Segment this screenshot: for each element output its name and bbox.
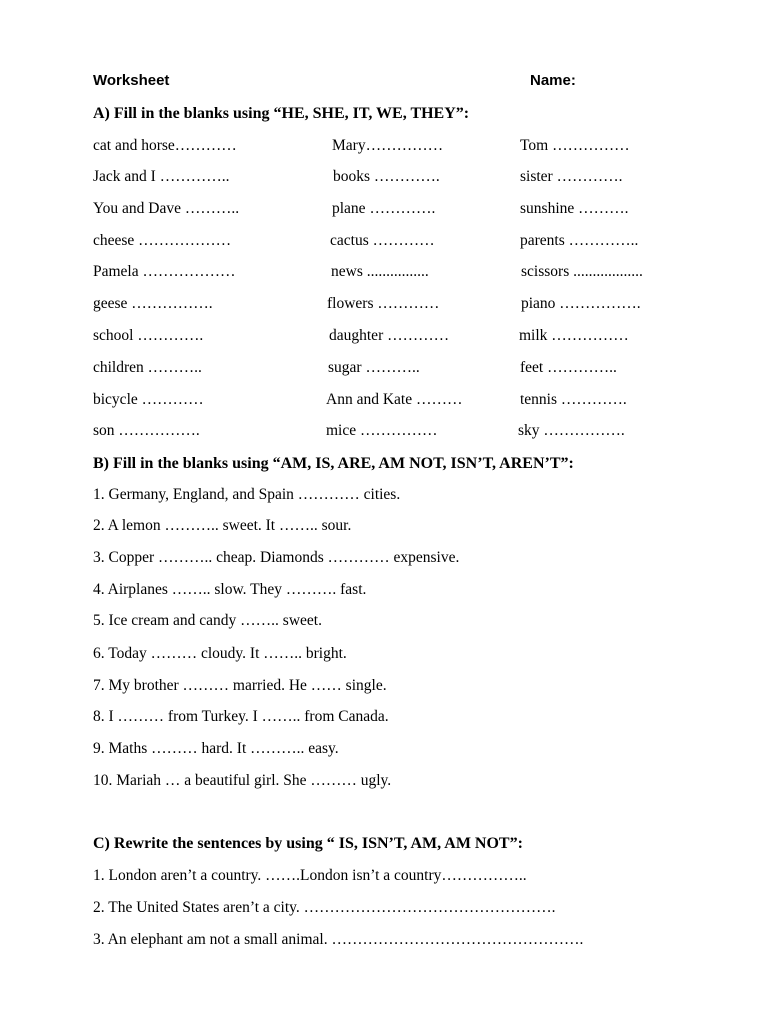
section-a-item: cheese ……………… [93,232,232,249]
section-a-item: plane …………. [332,200,436,217]
section-a-item: cactus ………… [330,232,435,249]
section-a-item: children ……….. [93,359,202,376]
section-a-item: piano ……………. [521,295,641,312]
section-a-item: Mary…………… [332,137,444,154]
section-a-item: sister …………. [520,168,623,185]
section-b-item: 1. Germany, England, and Spain ………… cities. [93,486,401,503]
section-a-item: feet ………….. [520,359,617,376]
section-b-item: 7. My brother ……… married. He …… single. [93,677,387,694]
section-a-item: flowers ………… [327,295,440,312]
section-a-item: sky ……………. [518,422,625,439]
section-c-item: 1. London aren’t a country. …….London isn’t a country…………….. [93,867,527,884]
section-a-item: mice …………… [326,422,438,439]
section-c-item: 2. The United States aren’t a city. …………………………………………. [93,899,556,916]
section-c-heading: C) Rewrite the sentences by using “ IS, ISN’T, AM, AM NOT”: [93,835,523,852]
name-label: Name: [530,72,576,89]
section-b-item: 10. Mariah … a beautiful girl. She ……… ugly. [93,772,392,789]
section-a-item: books …………. [333,168,440,185]
section-a-item: sugar ……….. [328,359,420,376]
section-a-item: daughter ………… [329,327,450,344]
section-a-item: news ................ [331,263,429,280]
section-a-item: Tom …………… [520,137,630,154]
section-a-item: scissors .................. [521,263,643,280]
section-a-item: tennis …………. [520,391,627,408]
section-a-item: Pamela ……………… [93,263,236,280]
worksheet-title: Worksheet [93,72,170,89]
section-a-item: Ann and Kate ……… [326,391,463,408]
section-a-item: bicycle ………… [93,391,204,408]
section-c-item: 3. An elephant am not a small animal. …………………………………………. [93,931,584,948]
section-b-item: 4. Airplanes …….. slow. They ………. fast. [93,581,367,598]
section-a-item: milk …………… [519,327,629,344]
section-a-item: geese ……………. [93,295,213,312]
section-b-item: 2. A lemon ……….. sweet. It …….. sour. [93,517,352,534]
section-b-heading: B) Fill in the blanks using “AM, IS, ARE, AM NOT, ISN’T, AREN’T”: [93,455,574,472]
section-a-item: son ……………. [93,422,200,439]
section-a-item: school …………. [93,327,204,344]
section-a-item: You and Dave ……….. [93,200,240,217]
section-a-item: parents ………….. [520,232,639,249]
section-b-item: 6. Today ……… cloudy. It …….. bright. [93,645,347,662]
section-b-item: 5. Ice cream and candy …….. sweet. [93,612,322,629]
section-b-item: 3. Copper ……….. cheap. Diamonds ………… expensive. [93,549,460,566]
section-a-heading: A) Fill in the blanks using “HE, SHE, IT, WE, THEY”: [93,105,470,122]
section-a-item: Jack and I ………….. [93,168,230,185]
section-a-item: cat and horse………… [93,137,237,154]
section-b-item: 9. Maths ……… hard. It ……….. easy. [93,740,339,757]
section-b-item: 8. I ……… from Turkey. I …….. from Canada. [93,708,389,725]
section-a-item: sunshine ………. [520,200,629,217]
